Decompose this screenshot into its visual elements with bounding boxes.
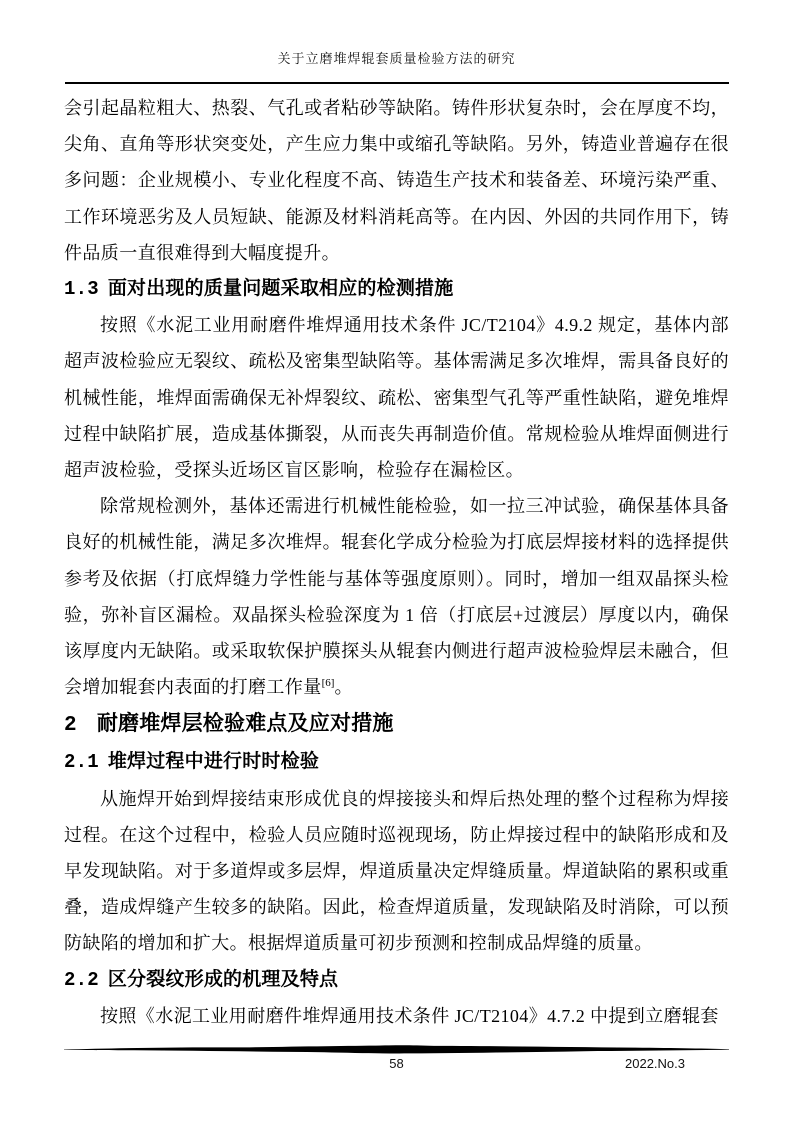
paragraph-mechanical-tests	[64, 488, 729, 705]
paragraph-casting-defects: 会引起晶粒粗大、热裂、气孔或者粘砂等缺陷。铸件形状复杂时，会在厚度不均，尖角、直角等形状突变处，产生应力集中或缩孔等缺陷。另外，铸造业普遍存在很多问题：企业规模小、专业化程度不高、铸造生产技术和装备差、环境污染严重、工作环境恶劣及人员短缺、能源及材料消耗高等。在内因、外因的共同作用下，铸件品质一直很难得到大幅度提升。	[64, 98, 729, 263]
page-footer	[64, 1045, 729, 1073]
heading-number: 2	[64, 714, 77, 738]
paragraph-crack-mechanism: 按照《水泥工业用耐磨件堆焊通用技术条件 JC/T2104》4.7.2 中提到立磨辊套	[100, 1005, 719, 1026]
heading-number: 2.1	[64, 751, 99, 774]
footer-text-row	[64, 1055, 729, 1073]
page-header	[65, 0, 729, 84]
heading-1-3	[64, 271, 729, 307]
page-number: 58	[389, 1056, 404, 1071]
running-head-title: 关于立磨堆焊辊套质量检验方法的研究	[277, 51, 516, 66]
heading-2-1	[64, 744, 729, 780]
heading-text: 区分裂纹形成的机理及特点	[107, 968, 339, 990]
issue-label: 2022.No.3	[625, 1056, 685, 1071]
footer-decorative-bar	[64, 1045, 729, 1055]
paragraph-welding-process: 从施焊开始到焊接结束形成优良的焊接接头和焊后热处理的整个过程称为焊接过程。在这个过程中，检验人员应随时巡视现场，防止焊接过程中的缺陷形成和及早发现缺陷。对于多道焊或多层焊，焊道质量决定焊缝质量。焊道缺陷的累积或重叠，造成焊缝产生较多的缺陷。因此，检查焊道质量，发现缺陷及时消除，可以预防缺陷的增加和扩大。根据焊道质量可初步预测和控制成品焊缝的质量。	[64, 788, 729, 954]
heading-2-2	[64, 962, 729, 998]
heading-2	[64, 705, 729, 744]
heading-text: 耐磨堆焊层检验难点及应对措施	[96, 712, 394, 736]
article-body	[64, 84, 729, 1034]
heading-number: 1.3	[64, 278, 99, 301]
paragraph-ultrasonic-inspection: 按照《水泥工业用耐磨件堆焊通用技术条件 JC/T2104》4.9.2 规定，基体内部超声波检验应无裂纹、疏松及密集型缺陷等。基体需满足多次堆焊，需具备良好的机械性能，堆焊面需确保无补焊裂纹、疏松、密集型气孔等严重性缺陷，避免堆焊过程中缺陷扩展，造成基体撕裂，从而丧失再制造价值。常规检验从堆焊面侧进行超声波检验，受探头近场区盲区影响，检验存在漏检区。	[64, 315, 729, 481]
paragraph-text-tail: 。	[334, 677, 353, 698]
reference-marker: [6]	[321, 677, 335, 690]
heading-number: 2.2	[64, 968, 99, 991]
paragraph-text: 除常规检测外，基体还需进行机械性能检验，如一拉三冲试验，确保基体具备良好的机械性能，满足多次堆焊。辊套化学成分检验为打底层焊接材料的选择提供参考及依据（打底焊缝力学性能与基体等强度原则）。同时，增加一组双晶探头检验，弥补盲区漏检。双晶探头检验深度为 1 倍（打底层+过渡层）厚度以内，确保该厚度内无缺陷。或采取软保护膜探头从辊套内侧进行超声波检验焊层未融合，但会增加辊套内表面的打磨工作量	[64, 496, 729, 698]
heading-text: 堆焊过程中进行时时检验	[107, 751, 320, 773]
heading-text: 面对出现的质量问题采取相应的检测措施	[107, 278, 454, 300]
